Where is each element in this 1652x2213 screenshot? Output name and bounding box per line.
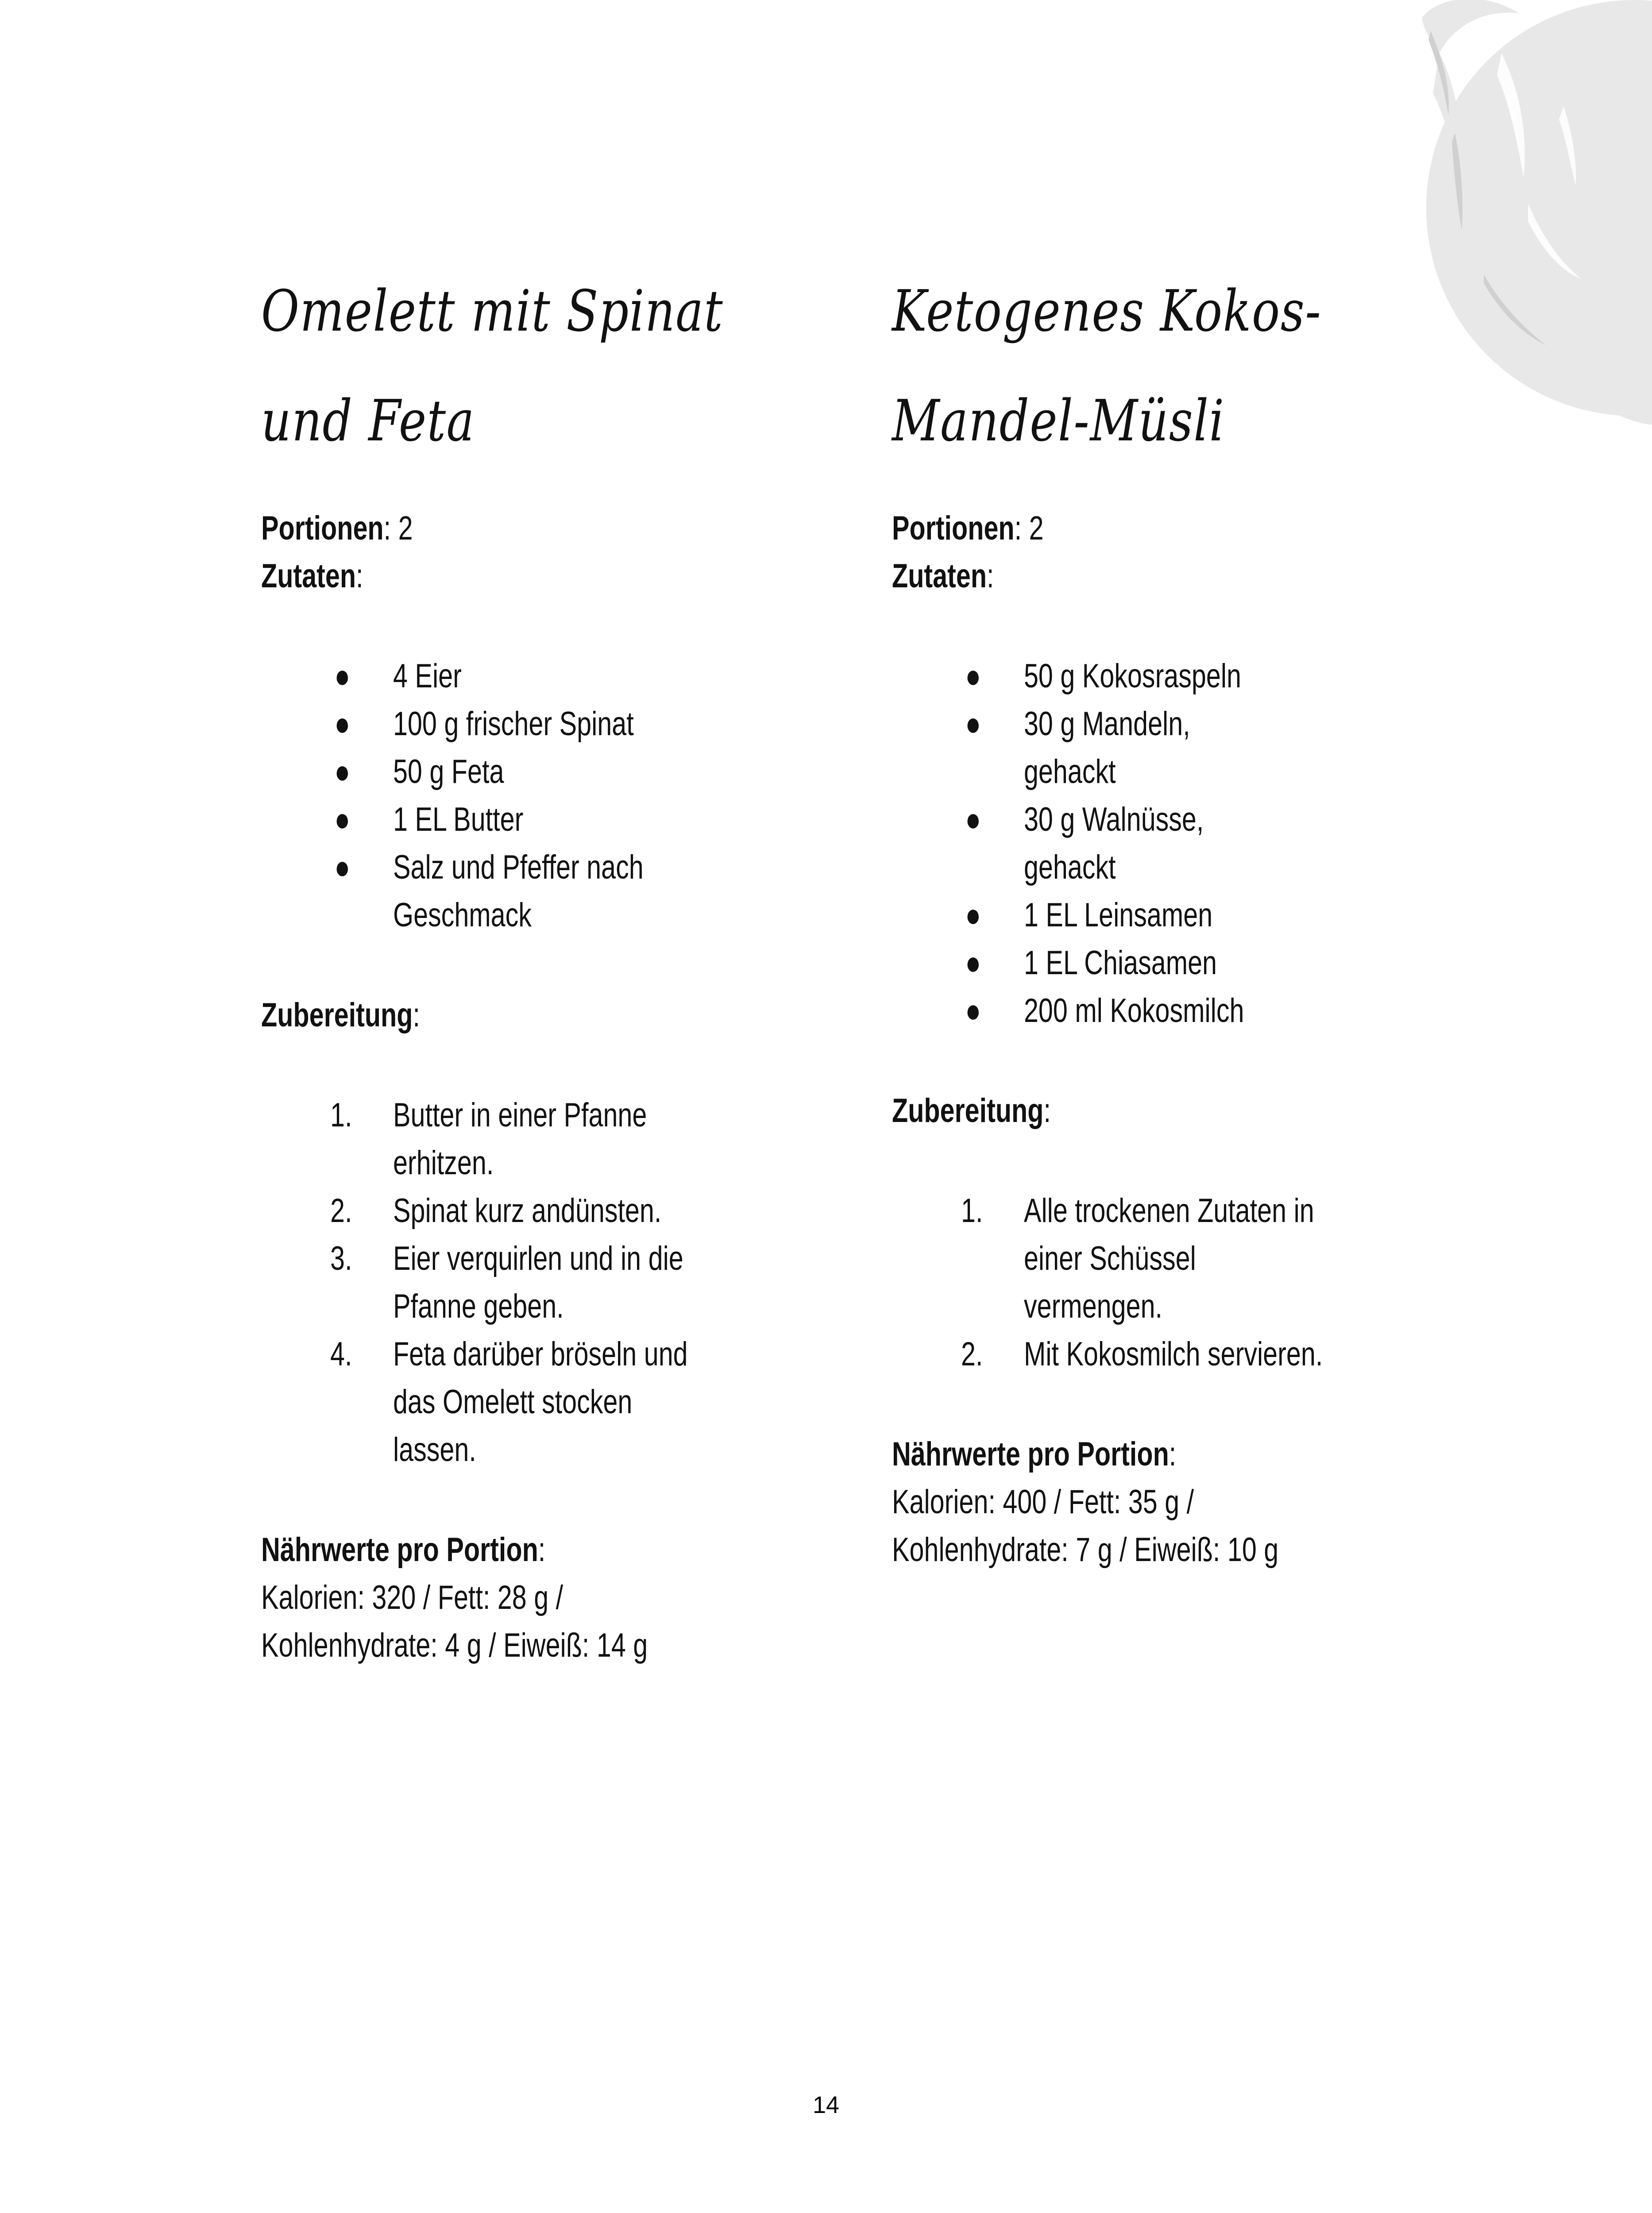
ingredient-text: 1 EL Leinsamen <box>1023 896 1213 934</box>
ingredient-text: 50 g Feta <box>393 753 504 790</box>
preparation-heading <box>261 991 814 1039</box>
ingredient-text: 1 EL Chiasamen <box>1023 944 1217 982</box>
recipe-kokos-muesli <box>892 257 1445 1574</box>
ingredients-colon: : <box>356 557 363 595</box>
ingredients-heading <box>261 552 814 600</box>
recipe-title-line2: und Feta <box>261 388 475 454</box>
ingredient-list <box>261 652 814 939</box>
bullet-icon: ● <box>334 657 351 695</box>
recipe-title-line2: Mandel-Müsli <box>892 388 1225 454</box>
bullet-icon: ● <box>965 992 981 1029</box>
servings-label: Portionen <box>261 509 384 547</box>
ingredient-text: 4 Eier <box>393 657 462 695</box>
bullet-icon: ● <box>334 801 351 838</box>
step-item <box>261 1330 711 1474</box>
list-item <box>261 796 656 844</box>
list-item <box>892 939 1286 987</box>
servings-value: : 2 <box>1014 509 1044 547</box>
nutrition-heading <box>892 1430 1444 1478</box>
step-item <box>892 1330 1342 1378</box>
servings-line <box>892 505 1444 552</box>
step-item <box>261 1187 711 1235</box>
nutrition-line: Kohlenhydrate: 7 g / Eiweiß: 10 g <box>892 1531 1279 1569</box>
recipe-title-line1: Omelett mit Spinat <box>261 278 724 344</box>
ingredients-label: Zutaten <box>261 557 356 595</box>
recipe-title <box>261 257 806 505</box>
step-item <box>261 1091 711 1187</box>
recipe-title-line1: Ketogenes Kokos- <box>892 278 1322 344</box>
list-item <box>892 700 1286 796</box>
step-list <box>261 1091 814 1474</box>
step-number: 4. <box>330 1335 352 1373</box>
list-item <box>892 796 1286 891</box>
list-item <box>261 652 656 700</box>
list-item <box>261 748 656 796</box>
preparation-colon: : <box>1043 1092 1051 1130</box>
bullet-icon: ● <box>965 896 981 934</box>
bullet-icon: ● <box>965 705 981 743</box>
list-item <box>892 987 1286 1035</box>
bullet-icon: ● <box>965 657 981 695</box>
ingredient-text: 100 g frischer Spinat <box>393 705 634 743</box>
list-item <box>892 891 1286 939</box>
step-list <box>892 1187 1444 1378</box>
bullet-icon: ● <box>334 705 351 743</box>
nutrition-heading <box>261 1526 814 1574</box>
nutrition-label: Nährwerte pro Portion <box>261 1531 538 1569</box>
step-text: Alle trockenen Zutaten in einer Schüssel vermengen. <box>1023 1192 1314 1325</box>
step-text: Eier verquirlen und in die Pfanne geben. <box>393 1240 683 1325</box>
bullet-icon: ● <box>334 753 351 790</box>
nutrition-block <box>892 1430 1444 1574</box>
nutrition-block <box>261 1526 814 1669</box>
ingredient-text: 50 g Kokosraspeln <box>1023 657 1241 695</box>
step-text: Feta darüber bröseln und das Omelett stocken lassen. <box>393 1335 688 1469</box>
ingredient-text: 30 g Mandeln, gehackt <box>1023 705 1190 790</box>
recipe-title <box>892 257 1436 505</box>
step-item <box>892 1187 1342 1330</box>
servings-label: Portionen <box>892 509 1015 547</box>
bullet-icon: ● <box>965 801 981 838</box>
nutrition-colon: : <box>538 1531 546 1569</box>
page-number: 14 <box>812 2092 840 2118</box>
ingredient-text: 30 g Walnüsse, gehackt <box>1023 801 1204 886</box>
ingredient-list <box>892 652 1444 1035</box>
step-item <box>261 1235 711 1330</box>
step-number: 3. <box>330 1240 352 1277</box>
step-number: 1. <box>330 1096 352 1134</box>
preparation-label: Zubereitung <box>892 1092 1044 1130</box>
step-number: 2. <box>961 1335 983 1373</box>
nutrition-line: Kohlenhydrate: 4 g / Eiweiß: 14 g <box>261 1627 648 1664</box>
step-number: 1. <box>961 1192 983 1230</box>
bullet-icon: ● <box>334 848 351 886</box>
nutrition-line: Kalorien: 320 / Fett: 28 g / <box>261 1579 564 1616</box>
list-item <box>261 700 656 748</box>
nutrition-line: Kalorien: 400 / Fett: 35 g / <box>892 1483 1194 1521</box>
bullet-icon: ● <box>965 944 981 982</box>
servings-line <box>261 505 814 552</box>
nutrition-label: Nährwerte pro Portion <box>892 1435 1169 1473</box>
list-item <box>892 652 1286 700</box>
preparation-label: Zubereitung <box>261 996 413 1034</box>
ingredients-colon: : <box>987 557 994 595</box>
list-item <box>261 844 656 939</box>
ingredient-text: 1 EL Butter <box>393 801 524 838</box>
preparation-heading <box>892 1087 1444 1135</box>
preparation-colon: : <box>413 996 420 1034</box>
ingredients-heading <box>892 552 1444 600</box>
nutrition-colon: : <box>1169 1435 1177 1473</box>
ingredients-label: Zutaten <box>892 557 987 595</box>
servings-value: : 2 <box>383 509 413 547</box>
step-number: 2. <box>330 1192 352 1230</box>
step-text: Butter in einer Pfanne erhitzen. <box>393 1096 647 1182</box>
step-text: Mit Kokosmilch servieren. <box>1023 1335 1323 1373</box>
ingredient-text: 200 ml Kokosmilch <box>1023 992 1244 1029</box>
step-text: Spinat kurz andünsten. <box>393 1192 662 1230</box>
ingredient-text: Salz und Pfeffer nach Geschmack <box>393 848 644 934</box>
recipe-omelett <box>261 257 814 1669</box>
